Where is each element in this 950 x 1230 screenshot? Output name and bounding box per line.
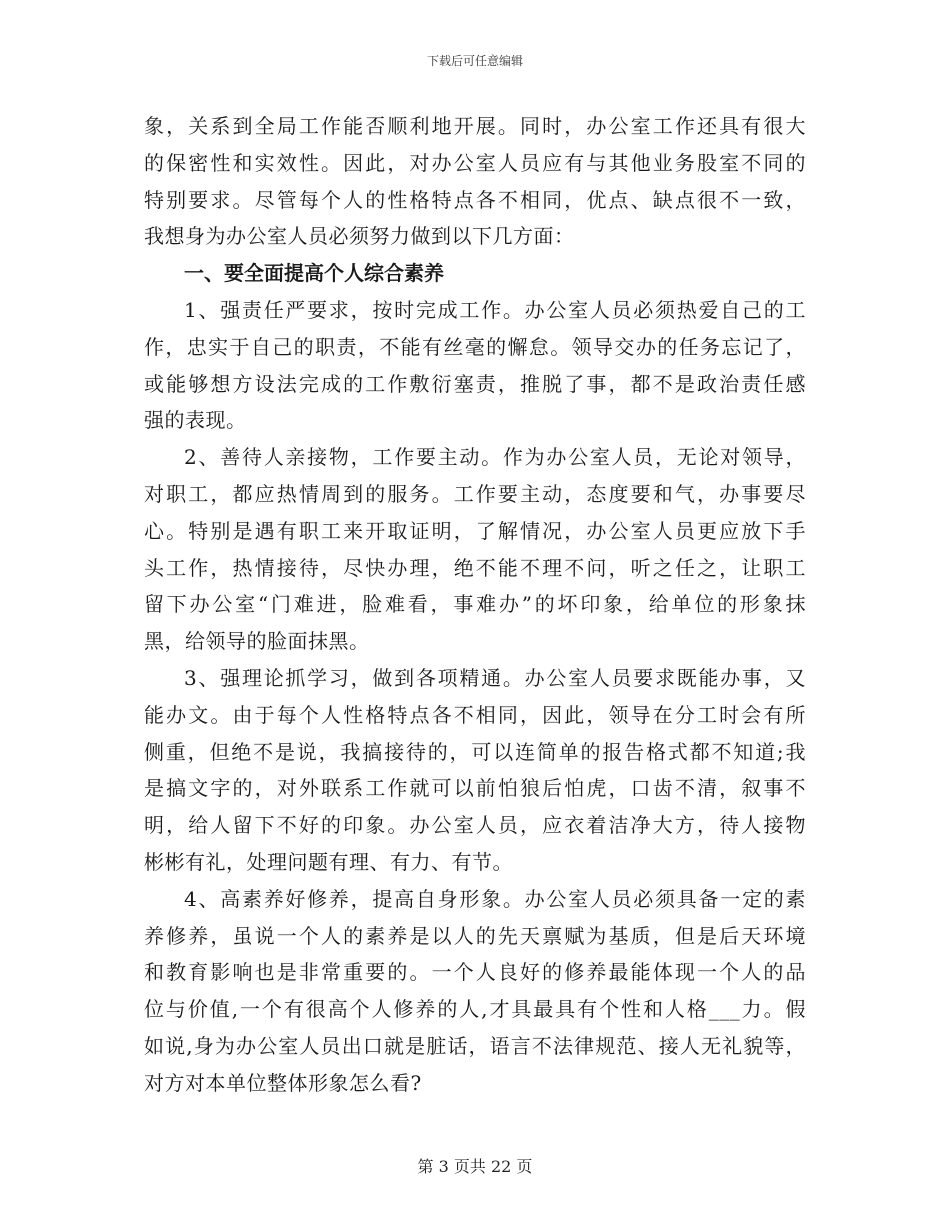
paragraph-line: 或能够想方设法完成的工作敷衍塞责，推脱了事，都不是政治责任感 [144, 371, 806, 396]
paragraph-line: 象，关系到全局工作能否顺利地开展。同时，办公室工作还具有很大 [144, 114, 806, 138]
paragraph-line: 心。特别是遇有职工来开取证明，了解情况，办公室人员更应放下手 [144, 518, 806, 543]
paragraph-line: 明，给人留下不好的印象。办公室人员，应衣着洁净大方，待人接物 [144, 813, 806, 838]
paragraph-line: 3、强理论抓学习，做到各项精通。办公室人员要求既能办事，又 [184, 665, 806, 690]
page-header: 下载后可任意编辑 [426, 54, 523, 68]
paragraph-line: 4、高素养好修养，提高自身形象。办公室人员必须具备一定的素 [184, 886, 806, 911]
paragraph-line: 2、善待人亲接物，工作要主动。作为办公室人员，无论对领导， [184, 445, 806, 470]
paragraph-line: 对方对本单位整体形象怎么看? [144, 1070, 422, 1095]
paragraph-line: 强的表现。 [144, 408, 247, 433]
paragraph-line: 1、强责任严要求，按时完成工作。办公室人员必须热爱自己的工 [184, 297, 806, 322]
paragraph-line: 和教育影响也是非常重要的。一个人良好的修养最能体现一个人的品 [144, 960, 806, 985]
page-number-footer: 第 3 页共 22 页 [417, 1157, 533, 1176]
paragraph-line: 作，忠实于自己的职责，不能有丝毫的懈怠。领导交办的任务忘记了， [144, 334, 806, 359]
paragraph-line: 对职工，都应热情周到的服务。工作要主动，态度要和气，办事要尽 [144, 481, 806, 506]
paragraph-line: 侧重，但绝不是说，我搞接待的，可以连简单的报告格式都不知道;我 [144, 739, 806, 764]
paragraph-line: 位与价值,一个有很高个人修养的人,才具最具有个性和人格___力。假 [144, 997, 806, 1022]
paragraph-line: 我想身为办公室人员必须努力做到以下几方面： [144, 224, 575, 249]
paragraph-line: 的保密性和实效性。因此，对办公室人员应有与其他业务股室不同的 [144, 150, 806, 175]
section-heading: 一、要全面提高个人综合素养 [184, 261, 444, 286]
paragraph-line: 头工作，热情接待，尽快办理，绝不能不理不问，听之任之，让职工 [144, 555, 806, 580]
paragraph-line: 能办文。由于每个人性格特点各不相同，因此，领导在分工时会有所 [144, 702, 806, 727]
paragraph-line: 黑，给领导的脸面抹黑。 [144, 629, 370, 654]
paragraph-line: 如说,身为办公室人员出口就是脏话，语言不法律规范、接人无礼貌等， [144, 1033, 806, 1058]
paragraph-line: 特别要求。尽管每个人的性格特点各不相同，优点、缺点很不一致， [144, 187, 806, 212]
paragraph-line: 养修养，虽说一个人的素养是以人的先天禀赋为基质，但是后天环境 [144, 923, 806, 948]
paragraph-line: 彬彬有礼，处理问题有理、有力、有节。 [144, 849, 513, 874]
paragraph-line: 是搞文字的，对外联系工作就可以前怕狼后怕虎，口齿不清，叙事不 [144, 776, 806, 801]
document-body [144, 108, 806, 1102]
paragraph-line: 留下办公室“门难进，脸难看，事难办”的坏印象，给单位的形象抹 [144, 592, 806, 617]
